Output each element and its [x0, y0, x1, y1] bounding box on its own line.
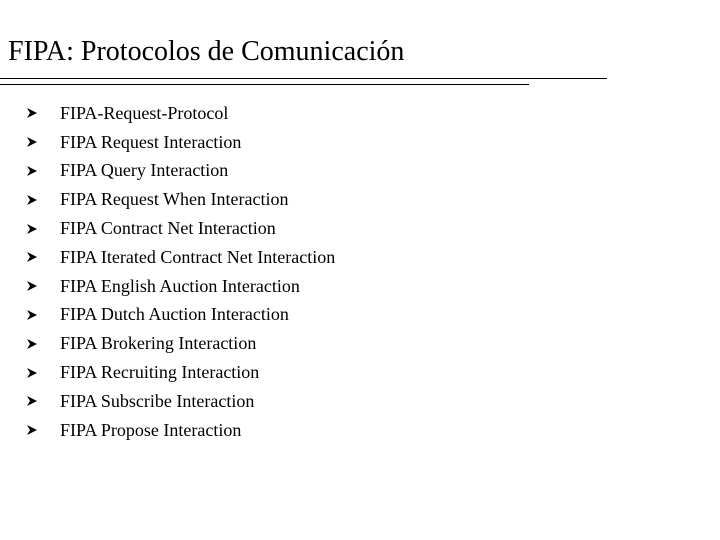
list-item-text: FIPA Query Interaction — [60, 160, 229, 181]
title-underline-top — [0, 78, 607, 79]
arrowhead-bullet-icon — [26, 280, 60, 292]
arrowhead-bullet-icon — [26, 107, 60, 119]
arrowhead-bullet-icon — [26, 395, 60, 407]
list-item — [26, 301, 335, 330]
arrowhead-bullet-icon — [26, 194, 60, 206]
list-item — [26, 416, 335, 445]
list-item — [26, 185, 335, 214]
list-item — [26, 128, 335, 157]
list-item — [26, 272, 335, 301]
title-underline-bottom — [0, 84, 529, 85]
list-item-text: FIPA Iterated Contract Net Interaction — [60, 246, 336, 267]
list-item — [26, 329, 335, 358]
list-item-text: FIPA Subscribe Interaction — [60, 390, 255, 411]
list-item-text: FIPA Brokering Interaction — [60, 333, 257, 354]
list-item — [26, 157, 335, 186]
list-item — [26, 358, 335, 387]
arrowhead-bullet-icon — [26, 136, 60, 148]
list-item — [26, 99, 335, 128]
arrowhead-bullet-icon — [26, 367, 60, 379]
arrowhead-bullet-icon — [26, 338, 60, 350]
list-item-text: FIPA Contract Net Interaction — [60, 218, 276, 239]
arrowhead-bullet-icon — [26, 424, 60, 436]
list-item-text: FIPA Propose Interaction — [60, 419, 242, 440]
list-item — [26, 214, 335, 243]
bullet-list — [26, 99, 335, 445]
arrowhead-bullet-icon — [26, 165, 60, 177]
arrowhead-bullet-icon — [26, 251, 60, 263]
list-item-text: FIPA Request Interaction — [60, 131, 242, 152]
list-item-text: FIPA Recruiting Interaction — [60, 362, 260, 383]
list-item-text: FIPA-Request-Protocol — [60, 102, 229, 123]
list-item-text: FIPA English Auction Interaction — [60, 275, 300, 296]
arrowhead-bullet-icon — [26, 223, 60, 235]
list-item — [26, 243, 335, 272]
list-item — [26, 387, 335, 416]
arrowhead-bullet-icon — [26, 309, 60, 321]
list-item-text: FIPA Request When Interaction — [60, 189, 289, 210]
slide-title: FIPA: Protocolos de Comunicación — [8, 36, 405, 67]
list-item-text: FIPA Dutch Auction Interaction — [60, 304, 289, 325]
